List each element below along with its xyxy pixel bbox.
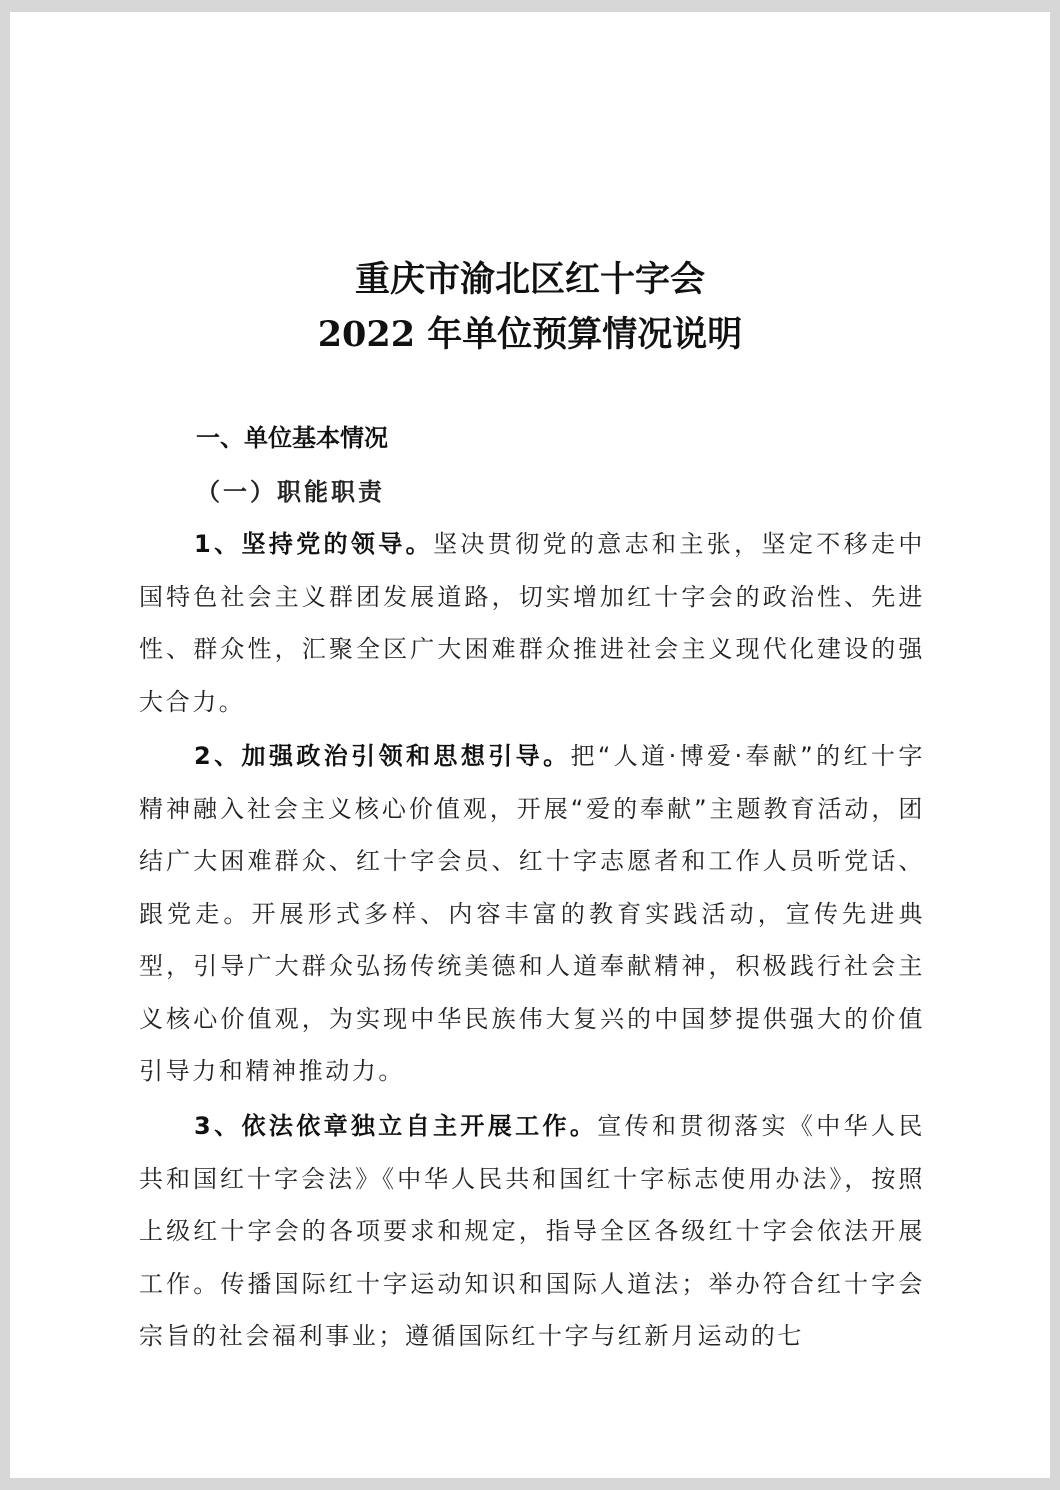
paragraph-2 [139,730,925,1098]
paragraph-1-body: 坚决贯彻党的意志和主张，坚定不移走中国特色社会主义群团发展道路，切实增加红十字会的政治性、先进性、群众性，汇聚全区广大困难群众推进社会主义现代化建设的强大合力。 [139,530,925,716]
paragraph-3-lead: 3、依法依章独立自主开展工作。 [194,1112,598,1140]
paragraph-3-body: 宣传和贯彻落实《中华人民共和国红十字会法》《中华人民共和国红十字标志使用办法》，按照上级红十字会的各项要求和规定，指导全区各级红十字会依法开展工作。传播国际红十字运动知识和国际人道法；举办符合红十字会宗旨的社会福利事业；遵循国际红十字与红新月运动的七 [139,1112,925,1350]
paragraph-2-body: 把“人道·博爱·奉献”的红十字精神融入社会主义核心价值观，开展“爱的奉献”主题教育活动，团结广大困难群众、红十字会员、红十字志愿者和工作人员听党话、跟党走。开展形式多样、内容丰富的教育实践活动，宣传先进典型，引导广大群众弘扬传统美德和人道奉献精神，积极践行社会主义核心价值观，为实现中华民族伟大复兴的中国梦提供强大的价值引导力和精神推动力。 [139,742,925,1085]
paragraph-1-lead: 1、坚持党的领导。 [194,530,434,558]
paragraph-3 [139,1100,925,1363]
paragraph-1 [139,518,925,728]
paragraph-2-lead: 2、加强政治引领和思想引导。 [194,742,571,770]
document-page [10,12,1050,1478]
subsection-heading: （一）职能职责 [196,478,385,506]
section-heading: 一、单位基本情况 [196,424,388,452]
document-title-line2: 2022 年单位预算情况说明 [317,314,743,355]
document-title-line1: 重庆市渝北区红十字会 [354,259,705,300]
